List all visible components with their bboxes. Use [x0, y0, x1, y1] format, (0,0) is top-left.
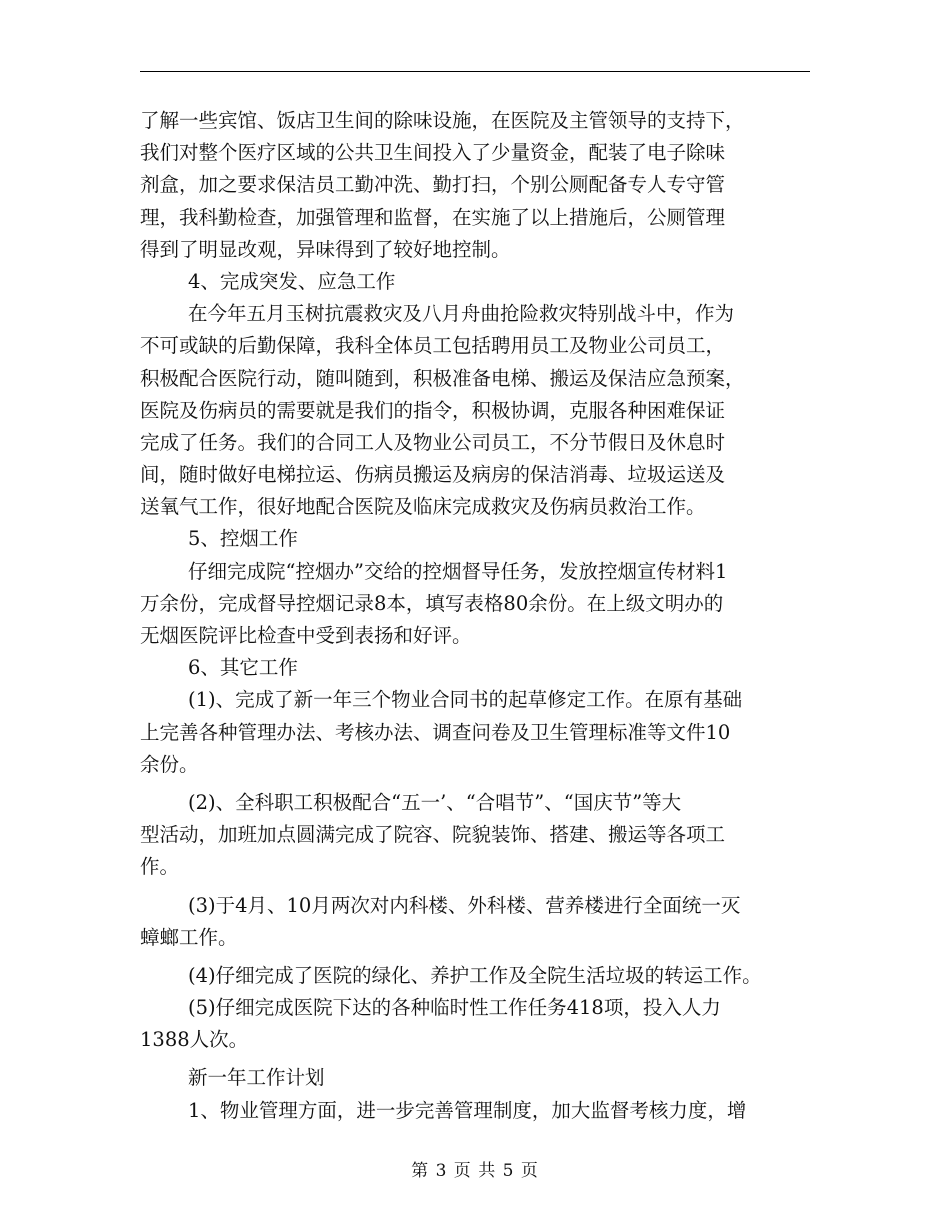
list-item-line: (3)于4月、10月两次对内科楼、外科楼、营养楼进行全面统一灭	[188, 893, 741, 917]
body-line: 积极配合医院行动，随叫随到，积极准备电梯、搬运及保洁应急预案，	[140, 366, 745, 390]
list-item-line: (2)、全科职工积极配合“五一’、“合唱节”、“国庆节”等大	[188, 790, 682, 814]
body-line: 我们对整个医疗区域的公共卫生间投入了少量资金，配装了电子除味	[140, 141, 726, 165]
list-item-line: 上完善各种管理办法、考核办法、调查问卷及卫生管理标准等文件10	[140, 720, 731, 744]
document-body	[140, 105, 812, 1127]
body-line: 1、物业管理方面，进一步完善管理制度，加大监督考核力度，增	[188, 1098, 747, 1122]
body-line: 仔细完成院“控烟办”交给的控烟督导任务，发放控烟宣传材料1	[188, 559, 728, 583]
body-line: 万余份，完成督导控烟记录8本，填写表格80余份。在上级文明办的	[140, 591, 724, 615]
list-item-line: (4)仔细完成了医院的绿化、养护工作及全院生活垃圾的转运工作。	[188, 963, 762, 987]
body-line: 不可或缺的后勤保障，我科全体员工包括聘用员工及物业公司员工，	[140, 334, 726, 358]
body-line: 理，我科勤检查，加强管理和监督，在实施了以上措施后，公厕管理	[140, 205, 726, 229]
list-item-line: 蟑螂工作。	[140, 925, 238, 949]
section-heading: 新一年工作计划	[188, 1066, 325, 1090]
body-line: 了解一些宾馆、饭店卫生间的除味设施，在医院及主管领导的支持下，	[140, 109, 745, 132]
body-line: 间，随时做好电梯拉运、伤病员搬运及病房的保洁消毒、垃圾运送及	[140, 463, 726, 487]
section-heading: 5、控烟工作	[188, 527, 298, 551]
body-line: 在今年五月玉树抗震救灾及八月舟曲抢险救灾特别战斗中，作为	[188, 302, 735, 326]
header-rule	[140, 71, 810, 72]
body-line: 医院及伤病员的需要就是我们的指令，积极协调，克服各种困难保证	[140, 398, 726, 422]
list-item-line: (5)仔细完成医院下达的各种临时性工作任务418项，投入人力	[188, 996, 721, 1020]
body-line: 无烟医院评比检查中受到表扬和好评。	[140, 624, 472, 647]
list-item-line: 作。	[140, 855, 180, 879]
list-item-line: 余份。	[140, 752, 199, 776]
list-item-line: (1)、完成了新一年三个物业合同书的起草修定工作。在原有基础	[188, 688, 743, 712]
section-heading: 6、其它工作	[188, 656, 298, 680]
body-line: 得到了明显改观，异味得到了较好地控制。	[140, 237, 511, 261]
body-line: 送氧气工作，很好地配合医院及临床完成救灾及伤病员救治工作。	[140, 495, 706, 519]
body-line: 完成了任务。我们的合同工人及物业公司员工，不分节假日及休息时	[140, 430, 726, 454]
section-heading: 4、完成突发、应急工作	[188, 269, 396, 293]
list-item-line: 型活动，加班加点圆满完成了院容、院貌装饰、搭建、搬运等各项工	[140, 823, 726, 847]
list-item-line: 1388人次。	[140, 1028, 249, 1052]
body-line: 剂盒，加之要求保洁员工勤冲洗、勤打扫，个别公厕配备专人专守管	[140, 173, 726, 197]
page-number-footer: 第 3 页 共 5 页	[411, 1161, 539, 1181]
